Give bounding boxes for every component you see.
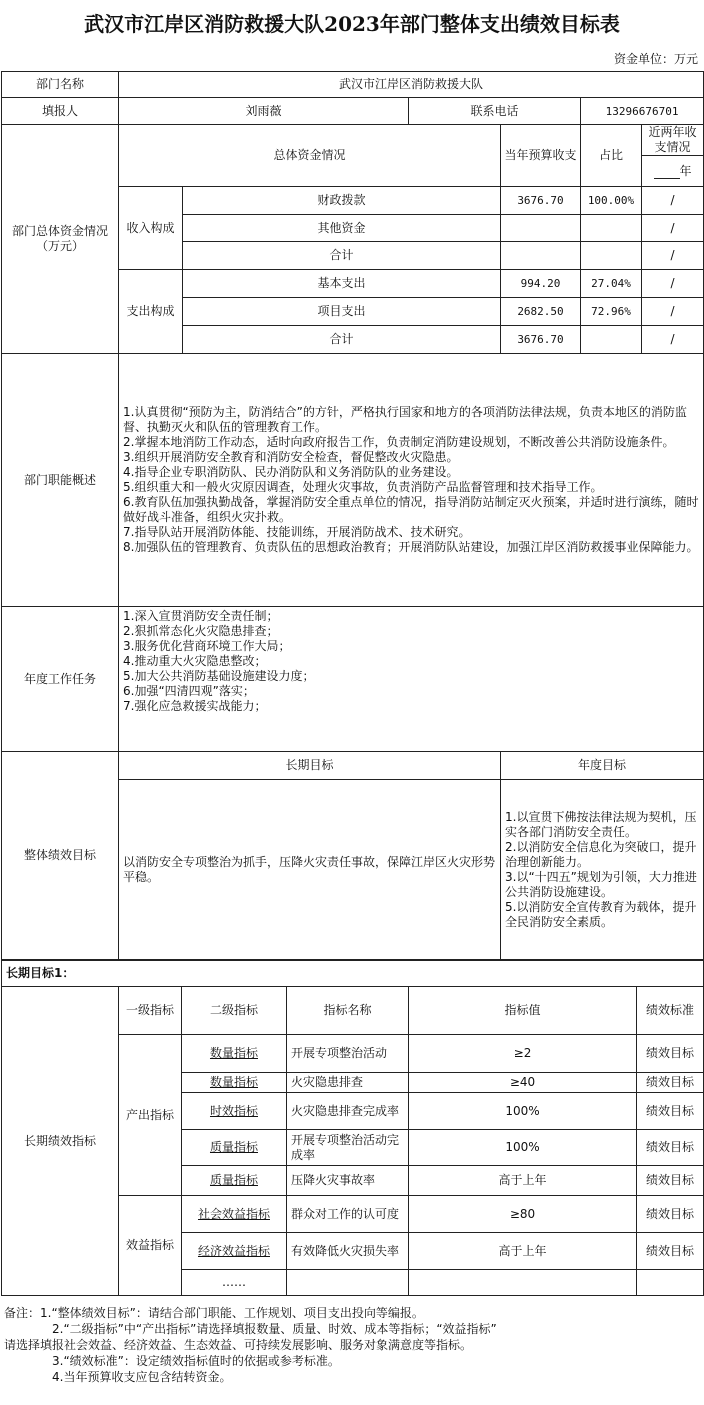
benefit-label: 效益指标 — [119, 1196, 182, 1296]
note-line: 2.“二级指标”中“产出指标”请选择填报数量、质量、时效、成本等指标；“效益指标” — [52, 1322, 497, 1336]
indicator-value — [409, 1270, 637, 1296]
long-goal-text: 以消防安全专项整治为抓手，压降火灾责任事故，保障江岸区火灾形势平稳。 — [119, 780, 501, 960]
indicator-value: ≥80 — [409, 1196, 637, 1233]
indicator-name: 火灾隐患排查 — [287, 1073, 409, 1093]
dept-name-label: 部门名称 — [2, 72, 119, 98]
phone-label: 联系电话 — [409, 98, 581, 125]
indicator-value: ≥2 — [409, 1035, 637, 1073]
indicator-name: 火灾隐患排查完成率 — [287, 1093, 409, 1130]
annual-goal-header: 年度目标 — [501, 752, 704, 780]
function-item: 4.指导企业专职消防队、民办消防队和义务消防队的业务建设。 — [123, 465, 459, 479]
income-row-budget — [501, 242, 581, 270]
indicator-name: 开展专项整治活动 — [287, 1035, 409, 1073]
functions-label: 部门职能概述 — [2, 354, 119, 607]
functions-text — [119, 354, 704, 607]
level2-cell: 时效指标 — [182, 1093, 287, 1130]
expense-row-name: 合计 — [183, 326, 501, 354]
indicator-name — [287, 1270, 409, 1296]
long-term-heading: 长期目标1： — [2, 961, 704, 987]
expense-row-budget: 3676.70 — [501, 326, 581, 354]
function-item: 8.加强队伍的管理教育、负责队伍的思想政治教育；开展消防队站建设，加强江岸区消防救援事业保障能力。 — [123, 540, 699, 554]
function-item: 5.组织重大和一般火灾原因调查，处理火灾事故，负责消防产品监督管理和技术指导工作。 — [123, 480, 603, 494]
header-name: 指标名称 — [287, 987, 409, 1035]
level2-cell: 数量指标 — [182, 1035, 287, 1073]
note-line: 请选择填报社会效益、经济效益、生态效益、可持续发展影响、服务对象满意度等指标。 — [4, 1338, 473, 1352]
task-item: 6.加强“四清四观”落实； — [123, 684, 255, 698]
income-label: 收入构成 — [119, 187, 183, 270]
expense-row-ratio — [581, 326, 642, 354]
dept-name-value: 武汉市江岸区消防救援大队 — [119, 72, 704, 98]
phone-value: 13296676701 — [581, 98, 704, 125]
long-term-table — [1, 960, 704, 1296]
income-row-ratio — [581, 215, 642, 242]
income-row-name: 财政拨款 — [183, 187, 501, 215]
indicator-name: 开展专项整治活动完成率 — [287, 1130, 409, 1166]
annual-goal-text — [501, 780, 704, 960]
task-item: 1.深入宣贯消防安全责任制； — [123, 609, 279, 623]
annual-goal-item: 2.以消防安全信息化为突破口，提升治理创新能力。 — [505, 839, 697, 869]
expense-row-budget: 994.20 — [501, 270, 581, 298]
note-line: 4.当年预算收支应包含结转资金。 — [52, 1370, 232, 1384]
expense-row-ratio: 27.04% — [581, 270, 642, 298]
task-item: 7.强化应急救援实战能力； — [123, 699, 267, 713]
task-item: 5.加大公共消防基础设施建设力度； — [123, 669, 315, 683]
slash-cell: / — [642, 242, 704, 270]
indicator-value: ≥40 — [409, 1073, 637, 1093]
page-title: 武汉市江岸区消防救援大队2023年部门整体支出绩效目标表 — [84, 12, 620, 36]
note-line: 备注：1.“整体绩效目标”：请结合部门职能、工作规划、项目支出投向等编报。 — [4, 1306, 424, 1320]
annual-goal-item: 1.以宣贯下佛按法律法规为契机，压实各部门消防安全责任。 — [505, 809, 697, 839]
expense-row-ratio: 72.96% — [581, 298, 642, 326]
indicator-standard: 绩效目标 — [637, 1196, 704, 1233]
header-level2: 二级指标 — [182, 987, 287, 1035]
indicator-name: 有效降低火灾损失率 — [287, 1233, 409, 1270]
indicator-standard: 绩效目标 — [637, 1093, 704, 1130]
annual-goal-item: 3.以“十四五”规划为引领，大力推进公共消防设施建设。 — [505, 869, 697, 899]
indicator-standard — [637, 1270, 704, 1296]
expense-row-budget: 2682.50 — [501, 298, 581, 326]
indicator-name: 压降火灾事故率 — [287, 1166, 409, 1196]
task-item: 2.狠抓常态化火灾隐患排查； — [123, 624, 279, 638]
level2-cell: 质量指标 — [182, 1130, 287, 1166]
filler-value: 刘雨薇 — [119, 98, 409, 125]
long-goal-header: 长期目标 — [119, 752, 501, 780]
indicator-standard: 绩效目标 — [637, 1233, 704, 1270]
main-table — [1, 71, 704, 960]
slash-cell: / — [642, 326, 704, 354]
indicator-value: 100% — [409, 1130, 637, 1166]
indicator-name: 群众对工作的认可度 — [287, 1196, 409, 1233]
level2-cell: 社会效益指标 — [182, 1196, 287, 1233]
function-item: 7.指导队站开展消防体能、技能训练，开展消防战术、技术研究。 — [123, 525, 471, 539]
annual-tasks-text — [119, 607, 704, 752]
note-line: 3.“绩效标准”：设定绩效指标值时的依据或参考标准。 — [52, 1354, 340, 1368]
expense-row-name: 项目支出 — [183, 298, 501, 326]
funds-section-label: 部门总体资金情况（万元） — [2, 125, 119, 354]
fund-unit: 资金单位：万元 — [613, 52, 698, 66]
filler-label: 填报人 — [2, 98, 119, 125]
indicator-value: 100% — [409, 1093, 637, 1130]
funds-header-overall: 总体资金情况 — [119, 125, 501, 187]
income-row-budget — [501, 215, 581, 242]
level2-cell: 质量指标 — [182, 1166, 287, 1196]
level2-cell: 经济效益指标 — [182, 1233, 287, 1270]
overall-goals-label: 整体绩效目标 — [2, 752, 119, 960]
function-item: 2.掌握本地消防工作动态，适时向政府报告工作，负责制定消防建设规划，不断改善公共消防设施条件。 — [123, 435, 675, 449]
indicator-standard: 绩效目标 — [637, 1073, 704, 1093]
notes — [4, 1305, 704, 1385]
annual-goal-item: 5.以消防安全宣传教育为载体，提升全民消防安全素质。 — [505, 899, 697, 929]
level2-cell: 数量指标 — [182, 1073, 287, 1093]
slash-cell: / — [642, 187, 704, 215]
task-item: 4.推动重大火灾隐患整改； — [123, 654, 267, 668]
income-row-budget: 3676.70 — [501, 187, 581, 215]
header-value: 指标值 — [409, 987, 637, 1035]
expense-row-name: 基本支出 — [183, 270, 501, 298]
output-label: 产出指标 — [119, 1035, 182, 1196]
expense-label: 支出构成 — [119, 270, 183, 354]
indicator-standard: 绩效目标 — [637, 1035, 704, 1073]
function-item: 3.组织开展消防安全教育和消防安全检查，督促整改火灾隐患。 — [123, 450, 459, 464]
task-item: 3.服务优化营商环境工作大局； — [123, 639, 291, 653]
function-item: 1.认真贯彻“预防为主，防消结合”的方针，严格执行国家和地方的各项消防法律法规，负责本地区的消防监督、执勤灭火和队伍的管理教育工作。 — [123, 405, 687, 434]
funds-header-ratio: 占比 — [581, 125, 642, 187]
slash-cell: / — [642, 215, 704, 242]
header-level1: 一级指标 — [119, 987, 182, 1035]
income-row-ratio: 100.00% — [581, 187, 642, 215]
income-row-ratio — [581, 242, 642, 270]
function-item: 6.教育队伍加强执勤战备，掌握消防安全重点单位的情况，指导消防站制定灭火预案，并适时进行演练，随时做好战斗准备，组织火灾扑救。 — [123, 495, 699, 524]
indicator-standard: 绩效目标 — [637, 1130, 704, 1166]
long-term-label: 长期绩效指标 — [2, 987, 119, 1296]
recent-year-1: 年 — [642, 156, 704, 187]
income-row-name: 合计 — [183, 242, 501, 270]
funds-header-recent: 近两年收支情况 — [642, 125, 704, 156]
income-row-name: 其他资金 — [183, 215, 501, 242]
level2-cell: …… — [182, 1270, 287, 1296]
indicator-standard: 绩效目标 — [637, 1166, 704, 1196]
indicator-value: 高于上年 — [409, 1233, 637, 1270]
annual-tasks-label: 年度工作任务 — [2, 607, 119, 752]
slash-cell: / — [642, 270, 704, 298]
header-standard: 绩效标准 — [637, 987, 704, 1035]
indicator-value: 高于上年 — [409, 1166, 637, 1196]
slash-cell: / — [642, 298, 704, 326]
funds-header-budget: 当年预算收支 — [501, 125, 581, 187]
